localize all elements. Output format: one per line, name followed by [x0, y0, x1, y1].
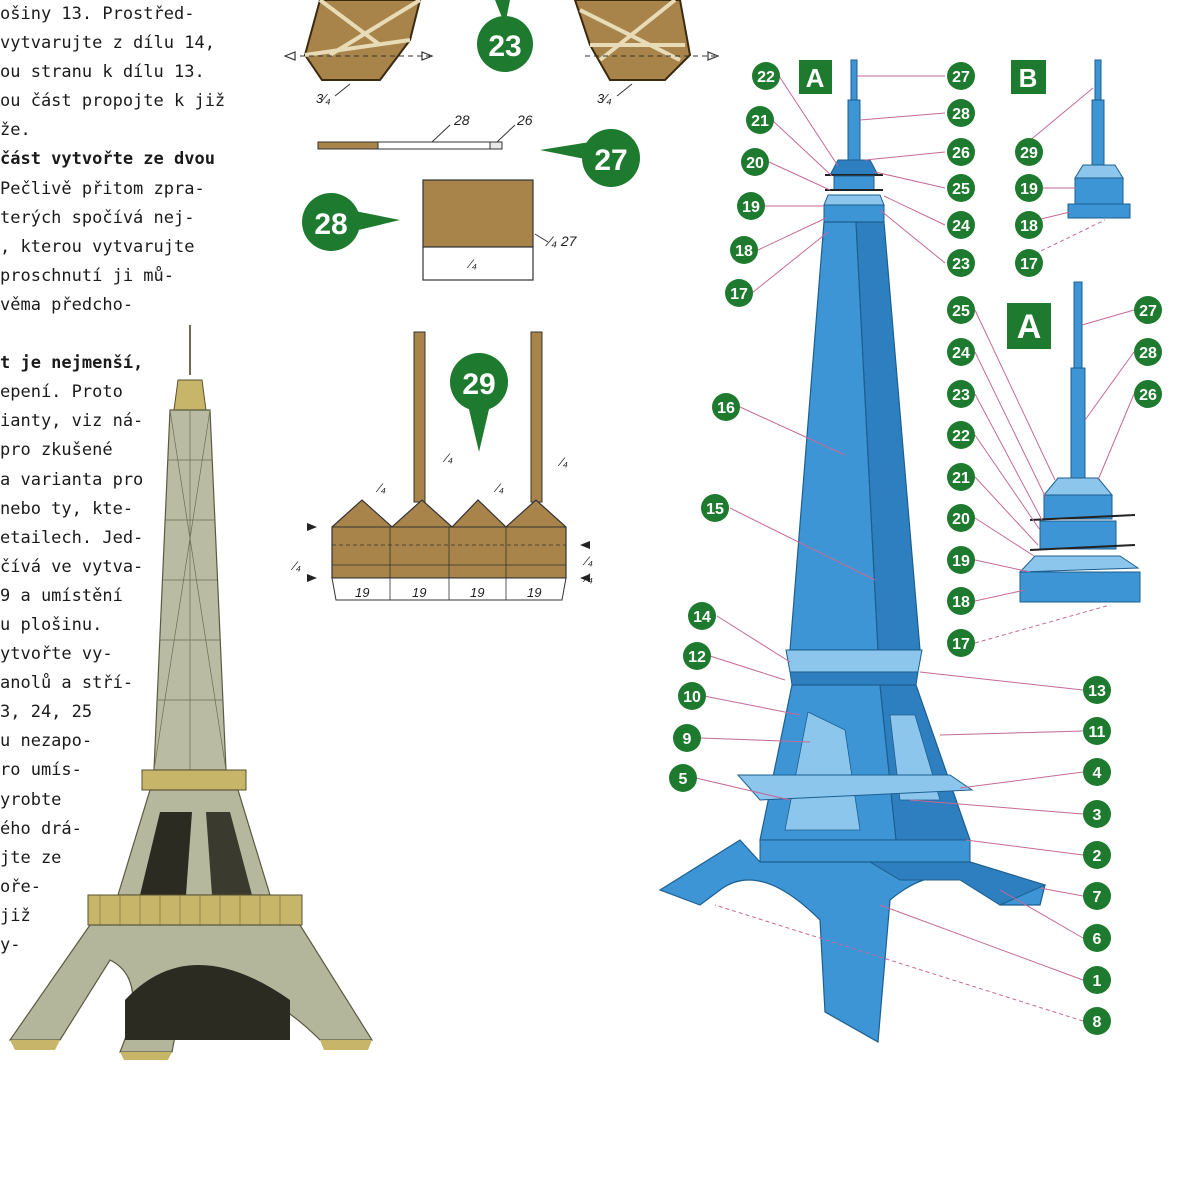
part-number-marker: [1134, 380, 1162, 408]
part-number-label: 5: [678, 771, 688, 788]
part-number-marker: [947, 421, 975, 449]
part-number-marker: [947, 296, 975, 324]
part-number-label: 27: [1139, 303, 1157, 320]
part-23-right-piece: [575, 0, 718, 106]
part-number-label: 18: [1020, 218, 1038, 235]
text-line: y-: [0, 935, 21, 955]
part-number-label: 18: [952, 594, 970, 611]
svg-text:⁄₄: ⁄₄: [586, 554, 593, 568]
part-number-marker: [947, 62, 975, 90]
svg-text:⁄₄: ⁄₄: [294, 559, 301, 573]
blue-tower-diagram: [660, 60, 1045, 1042]
text-line: proschnutí ji mů-: [0, 265, 174, 286]
part-number-label: 2: [1092, 848, 1102, 865]
angle-label-right: 3⁄₄: [597, 91, 612, 106]
text-line: nebo ty, kte-: [0, 498, 134, 519]
part-number-label: 19: [1020, 181, 1038, 198]
callout-29: [450, 353, 508, 452]
svg-text:B: B: [1018, 63, 1038, 93]
part-number-label: 25: [952, 303, 970, 320]
part-number-marker: [741, 148, 769, 176]
part-number-label: 27: [952, 69, 970, 86]
svg-text:26: 26: [517, 112, 533, 128]
svg-text:⁄₄: ⁄₄: [379, 481, 386, 495]
part-29-sheet: [290, 332, 593, 600]
part-number-label: 29: [1020, 145, 1038, 162]
part-28-sheet: [423, 180, 578, 280]
part-number-marker: [947, 380, 975, 408]
part-number-marker: [1015, 174, 1043, 202]
part-number-label: 22: [952, 428, 970, 445]
text-line: oře-: [0, 876, 41, 897]
section-a-mid: [1007, 303, 1051, 349]
part-number-label: 7: [1092, 889, 1102, 906]
text-line: ou stranu k dílu 13.: [0, 62, 205, 83]
part-number-marker: [1083, 800, 1111, 828]
text-line: epení. Proto: [0, 382, 123, 403]
part-number-label: 20: [952, 511, 970, 528]
svg-text:19: 19: [355, 585, 370, 600]
text-line: ro umís-: [0, 760, 82, 781]
text-line: yrobte: [0, 789, 62, 810]
part-number-label: 19: [742, 199, 760, 216]
part-23-left-piece: [285, 0, 432, 106]
svg-text:28: 28: [454, 112, 470, 128]
text-line: věma předcho-: [0, 294, 134, 315]
callout-27: [540, 129, 640, 187]
part-number-label: 6: [1092, 931, 1102, 948]
part-number-marker: [1015, 249, 1043, 277]
svg-text:19: 19: [412, 585, 427, 600]
svg-text:A: A: [805, 63, 825, 93]
svg-text:⁄₄: ⁄₄: [446, 451, 453, 465]
svg-text:19: 19: [470, 585, 485, 600]
text-line: , kterou vytvarujte: [0, 236, 195, 257]
svg-text:⁄₄ 27: ⁄₄ 27: [549, 233, 577, 249]
svg-text:⁄₄: ⁄₄: [561, 455, 568, 469]
part-number-label: 24: [952, 218, 970, 235]
part-number-marker: [947, 546, 975, 574]
part-number-marker: [947, 629, 975, 657]
part-number-marker: [688, 602, 716, 630]
svg-text:A: A: [1016, 308, 1042, 346]
part-number-marker: [737, 192, 765, 220]
text-line: 3, 24, 25: [0, 702, 93, 723]
part-number-label: 9: [682, 731, 692, 748]
svg-text:27: 27: [594, 144, 628, 177]
part-number-marker: [1083, 717, 1111, 745]
part-number-marker: [678, 682, 706, 710]
text-line: ošiny 13. Prostřed-: [0, 4, 195, 24]
part-number-marker: [947, 338, 975, 366]
callout-23: [477, 0, 533, 72]
text-line: u plošinu.: [0, 614, 103, 635]
part-number-marker: [1083, 758, 1111, 786]
part-number-marker: [683, 642, 711, 670]
part-number-label: 3: [1092, 807, 1102, 824]
part-number-marker: [947, 138, 975, 166]
part-number-label: 21: [751, 113, 769, 130]
text-line: pro zkušené: [0, 440, 113, 461]
part-27-strip: [318, 112, 533, 149]
text-line: ytvořte vy-: [0, 644, 113, 665]
svg-text:29: 29: [462, 368, 496, 401]
svg-text:⁄₄: ⁄₄: [586, 571, 593, 585]
part-number-marker: [673, 724, 701, 752]
text-line: ého drá-: [0, 818, 82, 839]
part-number-marker: [947, 99, 975, 127]
section-b-top: [1011, 60, 1046, 94]
text-line: vytvarujte z dílu 14,: [0, 33, 215, 54]
part-number-label: 17: [730, 286, 748, 303]
part-number-marker: [947, 504, 975, 532]
part-number-label: 22: [757, 69, 775, 86]
part-number-label: 19: [952, 553, 970, 570]
part-number-marker: [1083, 1007, 1111, 1035]
part-number-marker: [1083, 841, 1111, 869]
part-number-label: 26: [952, 145, 970, 162]
text-line: část vytvořte ze dvou: [0, 149, 215, 170]
part-number-marker: [730, 236, 758, 264]
part-number-label: 16: [717, 400, 735, 417]
text-line: anolů a stří-: [0, 673, 134, 694]
part-number-label: 17: [1020, 256, 1038, 273]
part-number-marker: [701, 494, 729, 522]
part-number-label: 23: [952, 387, 970, 404]
part-number-label: 14: [693, 609, 711, 626]
text-line: již: [0, 905, 31, 926]
text-line: že.: [0, 120, 31, 141]
part-number-label: 25: [952, 181, 970, 198]
part-number-marker: [1083, 882, 1111, 910]
svg-text:⁄₄: ⁄₄: [470, 257, 477, 271]
part-number-label: 23: [952, 256, 970, 273]
part-number-label: 1: [1092, 973, 1102, 990]
part-number-marker: [669, 764, 697, 792]
part-number-label: 10: [683, 689, 701, 706]
part-number-marker: [1015, 211, 1043, 239]
detail-b-top-piece: [1068, 60, 1130, 218]
section-a-top: [799, 60, 832, 94]
text-line: Pečlivě přitom zpra-: [0, 178, 205, 199]
part-number-marker: [725, 279, 753, 307]
part-number-marker: [1015, 138, 1043, 166]
part-number-label: 18: [735, 243, 753, 260]
angle-label-left: 3⁄₄: [316, 91, 331, 106]
part-number-label: 28: [1139, 345, 1157, 362]
text-line: a varianta pro: [0, 469, 144, 490]
part-number-label: 13: [1088, 683, 1106, 700]
text-line: jte ze: [0, 847, 62, 868]
part-number-label: 8: [1092, 1014, 1102, 1031]
text-line: terých spočívá nej-: [0, 207, 195, 228]
part-number-label: 26: [1139, 387, 1157, 404]
part-number-marker: [947, 463, 975, 491]
part-number-marker: [947, 249, 975, 277]
part-number-label: 21: [952, 470, 970, 487]
part-number-marker: [1083, 676, 1111, 704]
part-number-marker: [947, 211, 975, 239]
text-line: čívá ve vytva-: [0, 556, 144, 577]
part-number-marker: [1083, 924, 1111, 952]
text-line: 9 a umístění: [0, 585, 123, 606]
part-number-marker: [752, 62, 780, 90]
svg-text:19: 19: [527, 585, 542, 600]
part-number-label: 28: [952, 106, 970, 123]
svg-text:28: 28: [314, 208, 348, 241]
part-number-marker: [1083, 966, 1111, 994]
text-line: ou část propojte k již: [0, 91, 226, 112]
part-number-label: 17: [952, 636, 970, 653]
text-line: etailech. Jed-: [0, 527, 144, 548]
part-number-marker: [947, 587, 975, 615]
part-number-marker: [947, 174, 975, 202]
text-line: ianty, viz ná-: [0, 411, 144, 432]
part-number-label: 15: [706, 501, 724, 518]
text-line: u nezapo-: [0, 731, 93, 752]
eiffel-tower-model-illustration: [10, 325, 372, 1060]
part-number-marker: [1134, 296, 1162, 324]
part-number-label: 20: [746, 155, 764, 172]
part-number-marker: [746, 106, 774, 134]
part-number-label: 12: [688, 649, 706, 666]
svg-text:⁄₄: ⁄₄: [497, 481, 504, 495]
part-number-label: 4: [1092, 765, 1102, 782]
text-line: t je nejmenší,: [0, 353, 144, 374]
part-number-label: 11: [1088, 724, 1106, 741]
part-number-marker: [712, 393, 740, 421]
svg-text:23: 23: [488, 30, 522, 63]
part-number-label: 24: [952, 345, 970, 362]
part-number-marker: [1134, 338, 1162, 366]
callout-28: [302, 193, 400, 251]
